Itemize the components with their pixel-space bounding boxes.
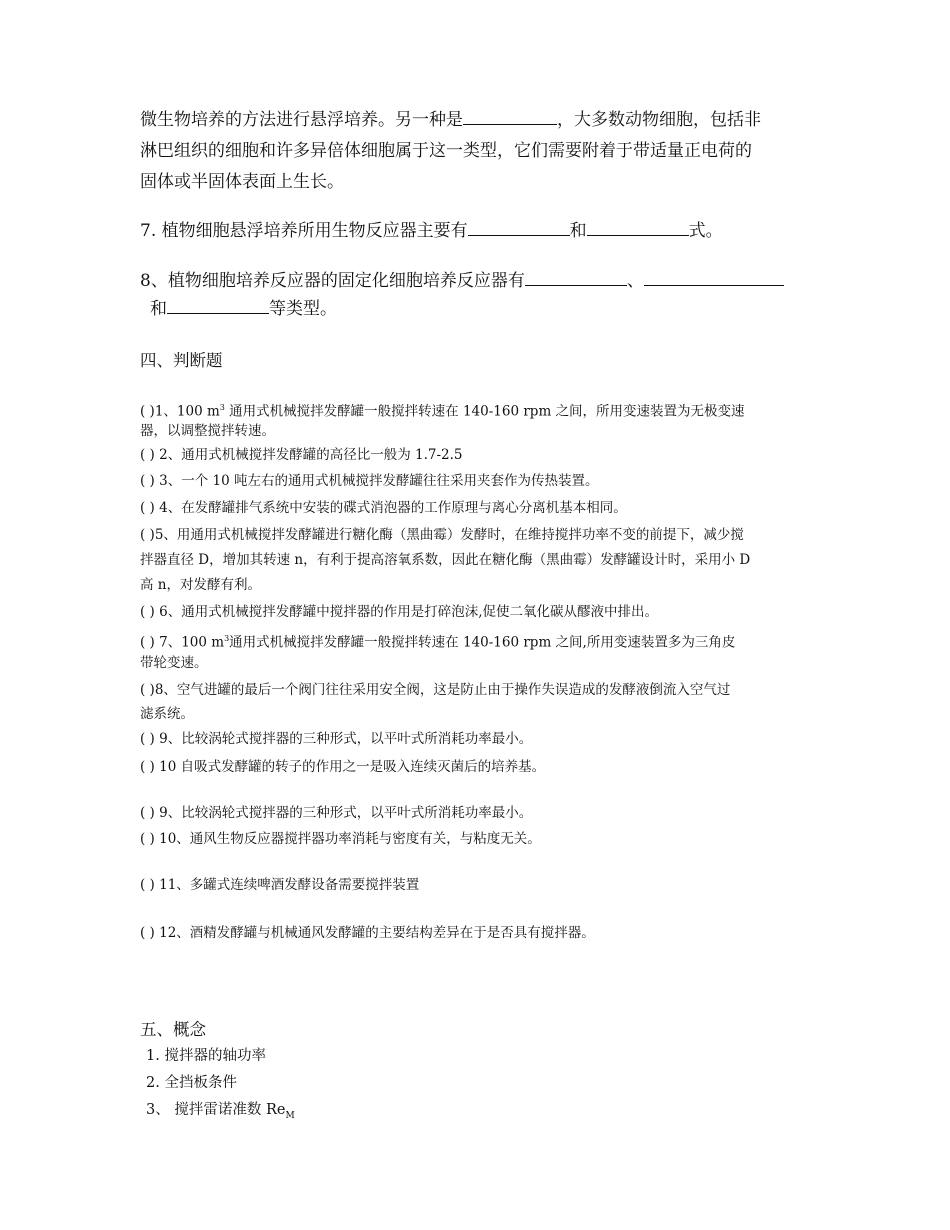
judge-question-3: ( ) 3、一个 10 吨左右的通用式机械搅拌发酵罐往往采用夹套作为传热装置。 [140,473,599,489]
answer-blank[interactable] [167,296,269,314]
judge-question-10-b: ( ) 10、通风生物反应器搅拌器功率消耗与密度有关，与粘度无关。 [140,831,541,847]
judge-question-8-line-1: ( )8、空气进罐的最后一个阀门往往采用安全阀，这是防止由于操作失误造成的发酵液倒流入空气过 [140,682,731,698]
judge-question-7-line-2: 带轮变速。 [140,655,208,671]
answer-blank[interactable] [587,218,689,236]
answer-blank[interactable] [644,268,784,286]
answer-blank[interactable] [525,268,627,286]
concept-item-1: 1. 搅拌器的轴功率 [146,1048,266,1064]
judge-question-1-line-1: ( )1、100 $m^3$ 通用式机械搅拌发酵罐一般搅拌转速在 140-160 rpm 之间，所用变速装置为无极变速 [140,403,745,420]
concept-item-3: 3、 搅拌雷诺准数 $Re_M$ [146,1102,295,1121]
judge-question-6: ( ) 6、通用式机械搅拌发酵罐中搅拌器的作用是打碎泡沫,促使二氧化碳从醪液中排出。 [140,604,658,620]
answer-blank[interactable] [468,218,570,236]
judge-question-1-line-2: 器，以调整搅拌转速。 [140,423,275,439]
judge-question-8-line-2: 滤系统。 [140,706,194,722]
judge-question-5-line-3: 高 n，对发酵有利。 [140,577,261,593]
judge-question-5-line-2: 拌器直径 D，增加其转速 n，有利于提高溶氧系数，因此在糖化酶（黑曲霉）发酵罐设计时，采用小 D [140,552,751,568]
judge-question-11: ( ) 11、多罐式连续啤酒发酵设备需要搅拌装置 [140,877,420,893]
fill-in-question-8-line-1: 8、植物细胞培养反应器的固定化细胞培养反应器有 、 [140,266,784,297]
judge-question-2: ( ) 2、通用式机械搅拌发酵罐的高径比一般为 1.7-2.5 [140,447,463,463]
judge-question-9-b: ( ) 9、比较涡轮式搅拌器的三种形式，以平叶式所消耗功率最小。 [140,805,533,821]
judge-question-12: ( ) 12、酒精发酵罐与机械通风发酵罐的主要结构差异在于是否具有搅拌器。 [140,925,595,941]
section-heading-judgment: 四、判断题 [140,351,223,370]
fill-in-question-8-line-2: 和 等类型。 [150,294,337,325]
fill-in-question-7: 7. 植物细胞悬浮培养所用生物反应器主要有 和 式。 [140,216,723,247]
fill-in-continuation-line-2: 淋巴组织的细胞和许多异倍体细胞属于这一类型，它们需要附着于带适量正电荷的 [140,141,752,161]
judge-question-7-line-1: ( ) 7、100 $m^3$通用式机械搅拌发酵罐一般搅拌转速在 140-160 rpm 之间,所用变速装置多为三角皮 [140,634,736,651]
fill-in-continuation-line-3: 固体或半固体表面上生长。 [140,172,344,192]
section-heading-concepts: 五、概念 [140,1020,206,1039]
answer-blank[interactable] [463,107,557,125]
concept-item-2: 2. 全挡板条件 [146,1075,237,1091]
fill-in-continuation-line-1: 微生物培养的方法进行悬浮培养。另一种是 ，大多数动物细胞，包括非 [140,105,761,136]
judge-question-9-a: ( ) 9、比较涡轮式搅拌器的三种形式，以平叶式所消耗功率最小。 [140,731,533,747]
judge-question-10-a: ( ) 10 自吸式发酵罐的转子的作用之一是吸入连续灭菌后的培养基。 [140,759,546,775]
judge-question-4: ( ) 4、在发酵罐排气系统中安装的碟式消泡器的工作原理与离心分离机基本相同。 [140,500,627,516]
judge-question-5-line-1: ( )5、用通用式机械搅拌发酵罐进行糖化酶（黑曲霉）发酵时，在维持搅拌功率不变的前提下，减少搅 [140,527,744,543]
